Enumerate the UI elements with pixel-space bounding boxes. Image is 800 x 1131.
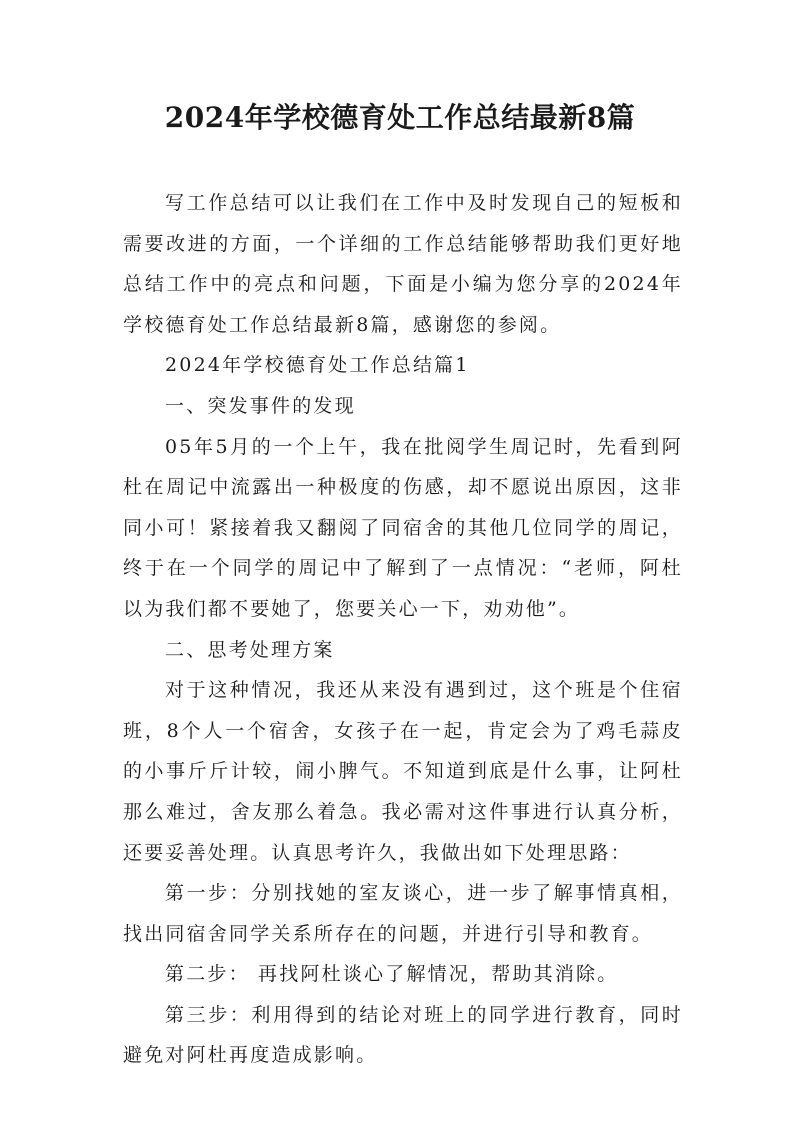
document-body [123,183,683,1076]
step-two: 第二步： 再找阿杜谈心了解情况，帮助其消除。 [165,963,619,986]
section-heading-article-1: 2024年学校德育处工作总结篇1 [165,354,470,377]
step-one: 第一步：分别找她的室友谈心，进一步了解事情真相，找出同宿舍同学关系所存在的问题，并进行引导和教育。 [123,882,683,945]
document-title: 2024年学校德育处工作总结最新8篇 [164,101,636,134]
paragraph-analysis: 对于这种情况，我还从来没有遇到过，这个班是个住宿班，8个人一个宿舍，女孩子在一起，肯定会为了鸡毛蒜皮的小事斤斤计较，闹小脾气。不知道到底是什么事，让阿杜那么难过，舍友那么着急。我必需对这件事进行认真分析，还要妥善处理。认真思考许久，我做出如下处理思路： [123,679,683,864]
intro-paragraph: 写工作总结可以让我们在工作中及时发现自己的短板和需要改进的方面，一个详细的工作总结能够帮助我们更好地总结工作中的亮点和问题，下面是小编为您分享的2024年学校德育处工作总结最新8篇，感谢您的参阅。 [123,192,683,336]
subheading-plan: 二、思考处理方案 [165,638,335,661]
subheading-incident-discovery: 一、突发事件的发现 [165,394,356,417]
paragraph-incident: 05年5月的一个上午，我在批阅学生周记时，先看到阿杜在周记中流露出一种极度的伤感，却不愿说出原因，这非同小可！紧接着我又翻阅了同宿舍的其他几位同学的周记，终于在一个同学的周记中了解到了一点情况：“老师，阿杜以为我们都不要她了，您要关心一下，劝劝他”。 [123,435,683,620]
step-three: 第三步：利用得到的结论对班上的同学进行教育，同时避免对阿杜再度造成影响。 [123,1003,683,1067]
